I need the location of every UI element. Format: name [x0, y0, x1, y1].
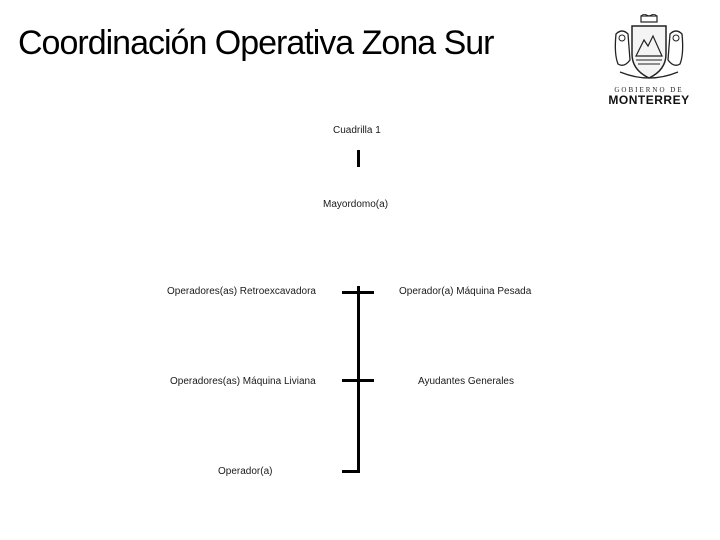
connector-right-1	[360, 291, 374, 294]
logo-top-text: GOBIERNO DE	[614, 86, 684, 94]
node-cuadrilla: Cuadrilla 1	[333, 125, 381, 136]
node-left-role-1: Operadores(as) Retroexcavadora	[167, 286, 316, 297]
connector-left-3	[342, 470, 360, 473]
connector-root	[357, 150, 360, 167]
connector-left-1	[342, 291, 357, 294]
connector-right-2	[360, 379, 374, 382]
coat-of-arms-icon	[608, 14, 690, 84]
node-left-role-2: Operadores(as) Máquina Liviana	[170, 376, 316, 387]
logo	[608, 14, 690, 108]
connector-left-2	[342, 379, 357, 382]
node-left-role-3: Operador(a)	[218, 466, 273, 477]
node-right-role-1: Operador(a) Máquina Pesada	[399, 286, 532, 297]
node-right-role-2: Ayudantes Generales	[418, 376, 514, 387]
page-title: Coordinación Operativa Zona Sur	[18, 24, 494, 62]
logo-main-text: MONTERREY	[608, 93, 690, 107]
node-mayordomo: Mayordomo(a)	[323, 199, 389, 210]
